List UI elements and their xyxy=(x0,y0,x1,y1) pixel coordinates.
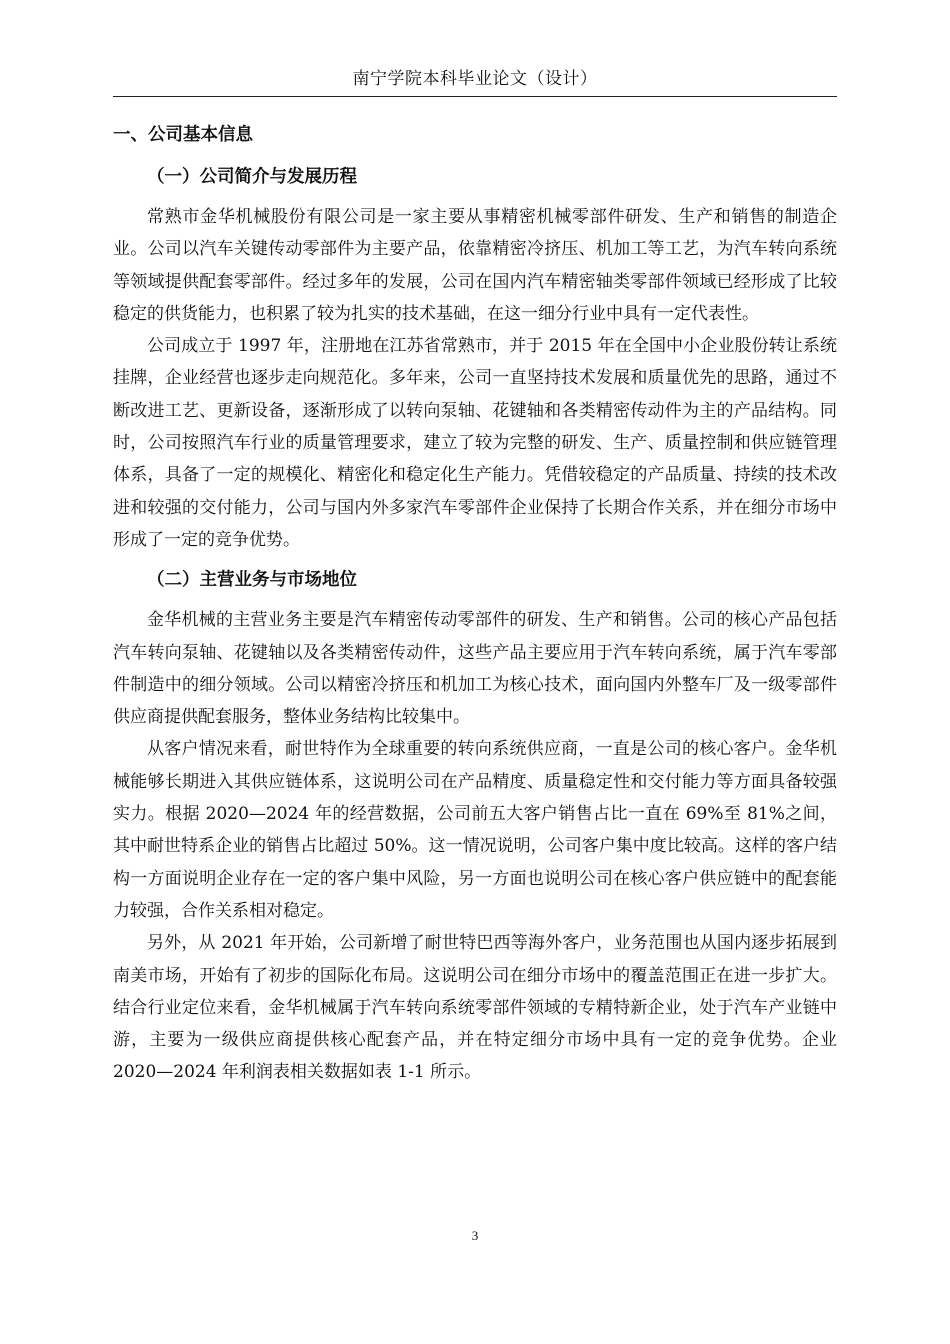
header-divider xyxy=(113,96,837,97)
section-heading-company-info: 一、公司基本信息 xyxy=(113,125,253,145)
paragraph: 金华机械的主营业务主要是汽车精密传动零部件的研发、生产和销售。公司的核心产品包括汽车转向泵轴、花键轴以及各类精密传动件，这些产品主要应用于汽车转向系统，属于汽车零部件制造中的细分领域。公司以精密冷挤压和机加工为核心技术，面向国内外整车厂及一级零部件供应商提供配套服务，整体业务结构比较集中。 xyxy=(113,610,837,728)
page-number: 3 xyxy=(471,1228,479,1243)
paragraph: 公司成立于 1997 年，注册地在江苏省常熟市，并于 2015 年在全国中小企业股份转让系统挂牌，企业经营也逐步走向规范化。多年来，公司一直坚持技术发展和质量优先的思路，通过不断改进工艺、更新设备，逐渐形成了以转向泵轴、花键轴和各类精密传动件为主的产品结构。同时，公司按照汽车行业的质量管理要求，建立了较为完整的研发、生产、质量控制和供应链管理体系，具备了一定的规模化、精密化和稳定化生产能力。凭借较稳定的产品质量、持续的技术改进和较强的交付能力，公司与国内外多家汽车零部件企业保持了长期合作关系，并在细分市场中形成了一定的竞争优势。 xyxy=(113,336,837,550)
paragraph: 常熟市金华机械股份有限公司是一家主要从事精密机械零部件研发、生产和销售的制造企业。公司以汽车关键传动零部件为主要产品，依靠精密冷挤压、机加工等工艺，为汽车转向系统等领域提供配套零部件。经过多年的发展，公司在国内汽车精密轴类零部件领域已经形成了比较稳定的供货能力，也积累了较为扎实的技术基础，在这一细分行业中具有一定代表性。 xyxy=(113,207,837,324)
subsection-heading-profile: （一）公司简介与发展历程 xyxy=(147,167,357,187)
paragraph: 另外，从 2021 年开始，公司新增了耐世特巴西等海外客户，业务范围也从国内逐步拓展到南美市场，开始有了初步的国际化布局。这说明公司在细分市场中的覆盖范围正在进一步扩大。结合行业定位来看，金华机械属于汽车转向系统零部件领域的专精特新企业，处于汽车产业链中游，主要为一级供应商提供核心配套产品，并在特定细分市场中具有一定的竞争优势。企业 2020—2024 年利润表相关数据如表 1-1 所示。 xyxy=(113,933,837,1083)
page-body xyxy=(113,117,837,1089)
paragraph: 从客户情况来看，耐世特作为全球重要的转向系统供应商，一直是公司的核心客户。金华机械能够长期进入其供应链体系，这说明公司在产品精度、质量稳定性和交付能力等方面具备较强实力。根据 2020—2024 年的经营数据，公司前五大客户销售占比一直在 69%至 81%之间，其中耐世特系企业的销售占比超过 50%。这一情况说明，公司客户集中度比较高。这样的客户结构一方面说明企业存在一定的客户集中风险，另一方面也说明公司在核心客户供应链中的配套能力较强，合作关系相对稳定。 xyxy=(113,739,837,921)
page-header-title: 南宁学院本科毕业论文（设计） xyxy=(352,69,598,89)
subsection-heading-business: （二）主营业务与市场地位 xyxy=(147,570,357,591)
